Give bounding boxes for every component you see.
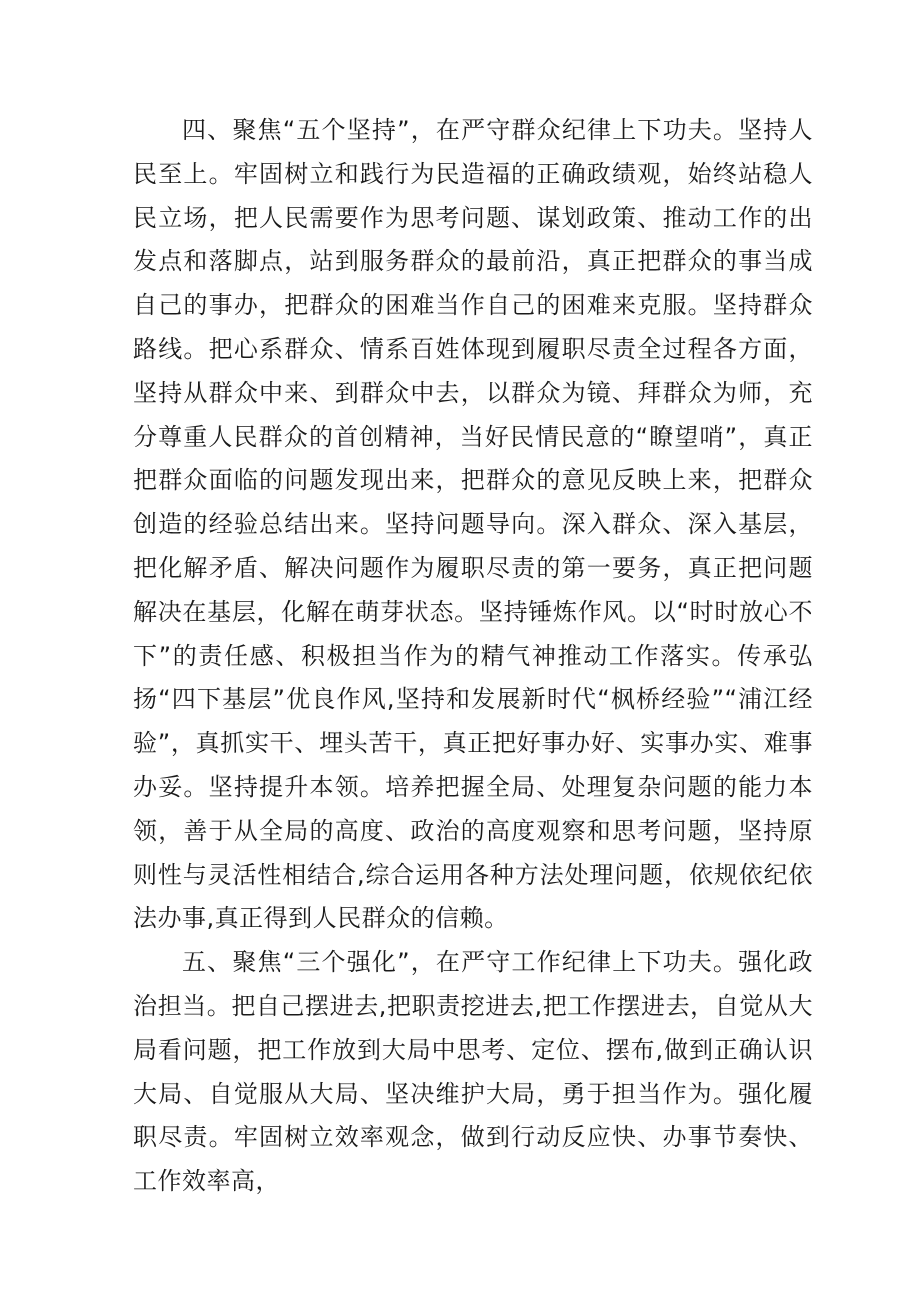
paragraph-four-five-persistences: 四、聚焦“五个坚持”，在严守群众纪律上下功夫。坚持人民至上。牢固树立和践行为民造福的正确政绩观，始终站稳人民立场，把人民需要作为思考问题、谋划政策、推动工作的出发点和落脚点，站到服务群众的最前沿，真正把群众的事当成自己的事办，把群众的困难当作自己的困难来克服。坚持群众路线。把心系群众、情系百姓体现到履职尽责全过程各方面，坚持从群众中来、到群众中去，以群众为镜、拜群众为师，充分尊重人民群众的首创精神，当好民情民意的“瞭望哨”，真正把群众面临的问题发现出来，把群众的意见反映上来，把群众创造的经验总结出来。坚持问题导向。深入群众、深入基层，把化解矛盾、解决问题作为履职尽责的第一要务，真正把问题解决在基层，化解在萌芽状态。坚持锤炼作风。以“时时放心不下”的责任感、积极担当作为的精气神推动工作落实。传承弘扬“四下基层”优良作风,坚持和发展新时代“枫桥经验”“浦江经验”，真抓实干、埋头苦干，真正把好事办好、实事办实、难事办妥。坚持提升本领。培养把握全局、处理复杂问题的能力本领，善于从全局的高度、政治的高度观察和思考问题，坚持原则性与灵活性相结合,综合运用各种方法处理问题，依规依纪依法办事,真正得到人民群众的信赖。 bbox=[133, 116, 813, 933]
paragraph-five-three-strengthenings: 五、聚焦“三个强化”，在严守工作纪律上下功夫。强化政治担当。把自己摆进去,把职责挖进去,把工作摆进去，自觉从大局看问题，把工作放到大局中思考、定位、摆布,做到正确认识大局、自觉服从大局、坚决维护大局，勇于担当作为。强化履职尽责。牢固树立效率观念，做到行动反应快、办事节奏快、工作效率高， bbox=[133, 948, 813, 1196]
document-body bbox=[133, 109, 813, 1204]
